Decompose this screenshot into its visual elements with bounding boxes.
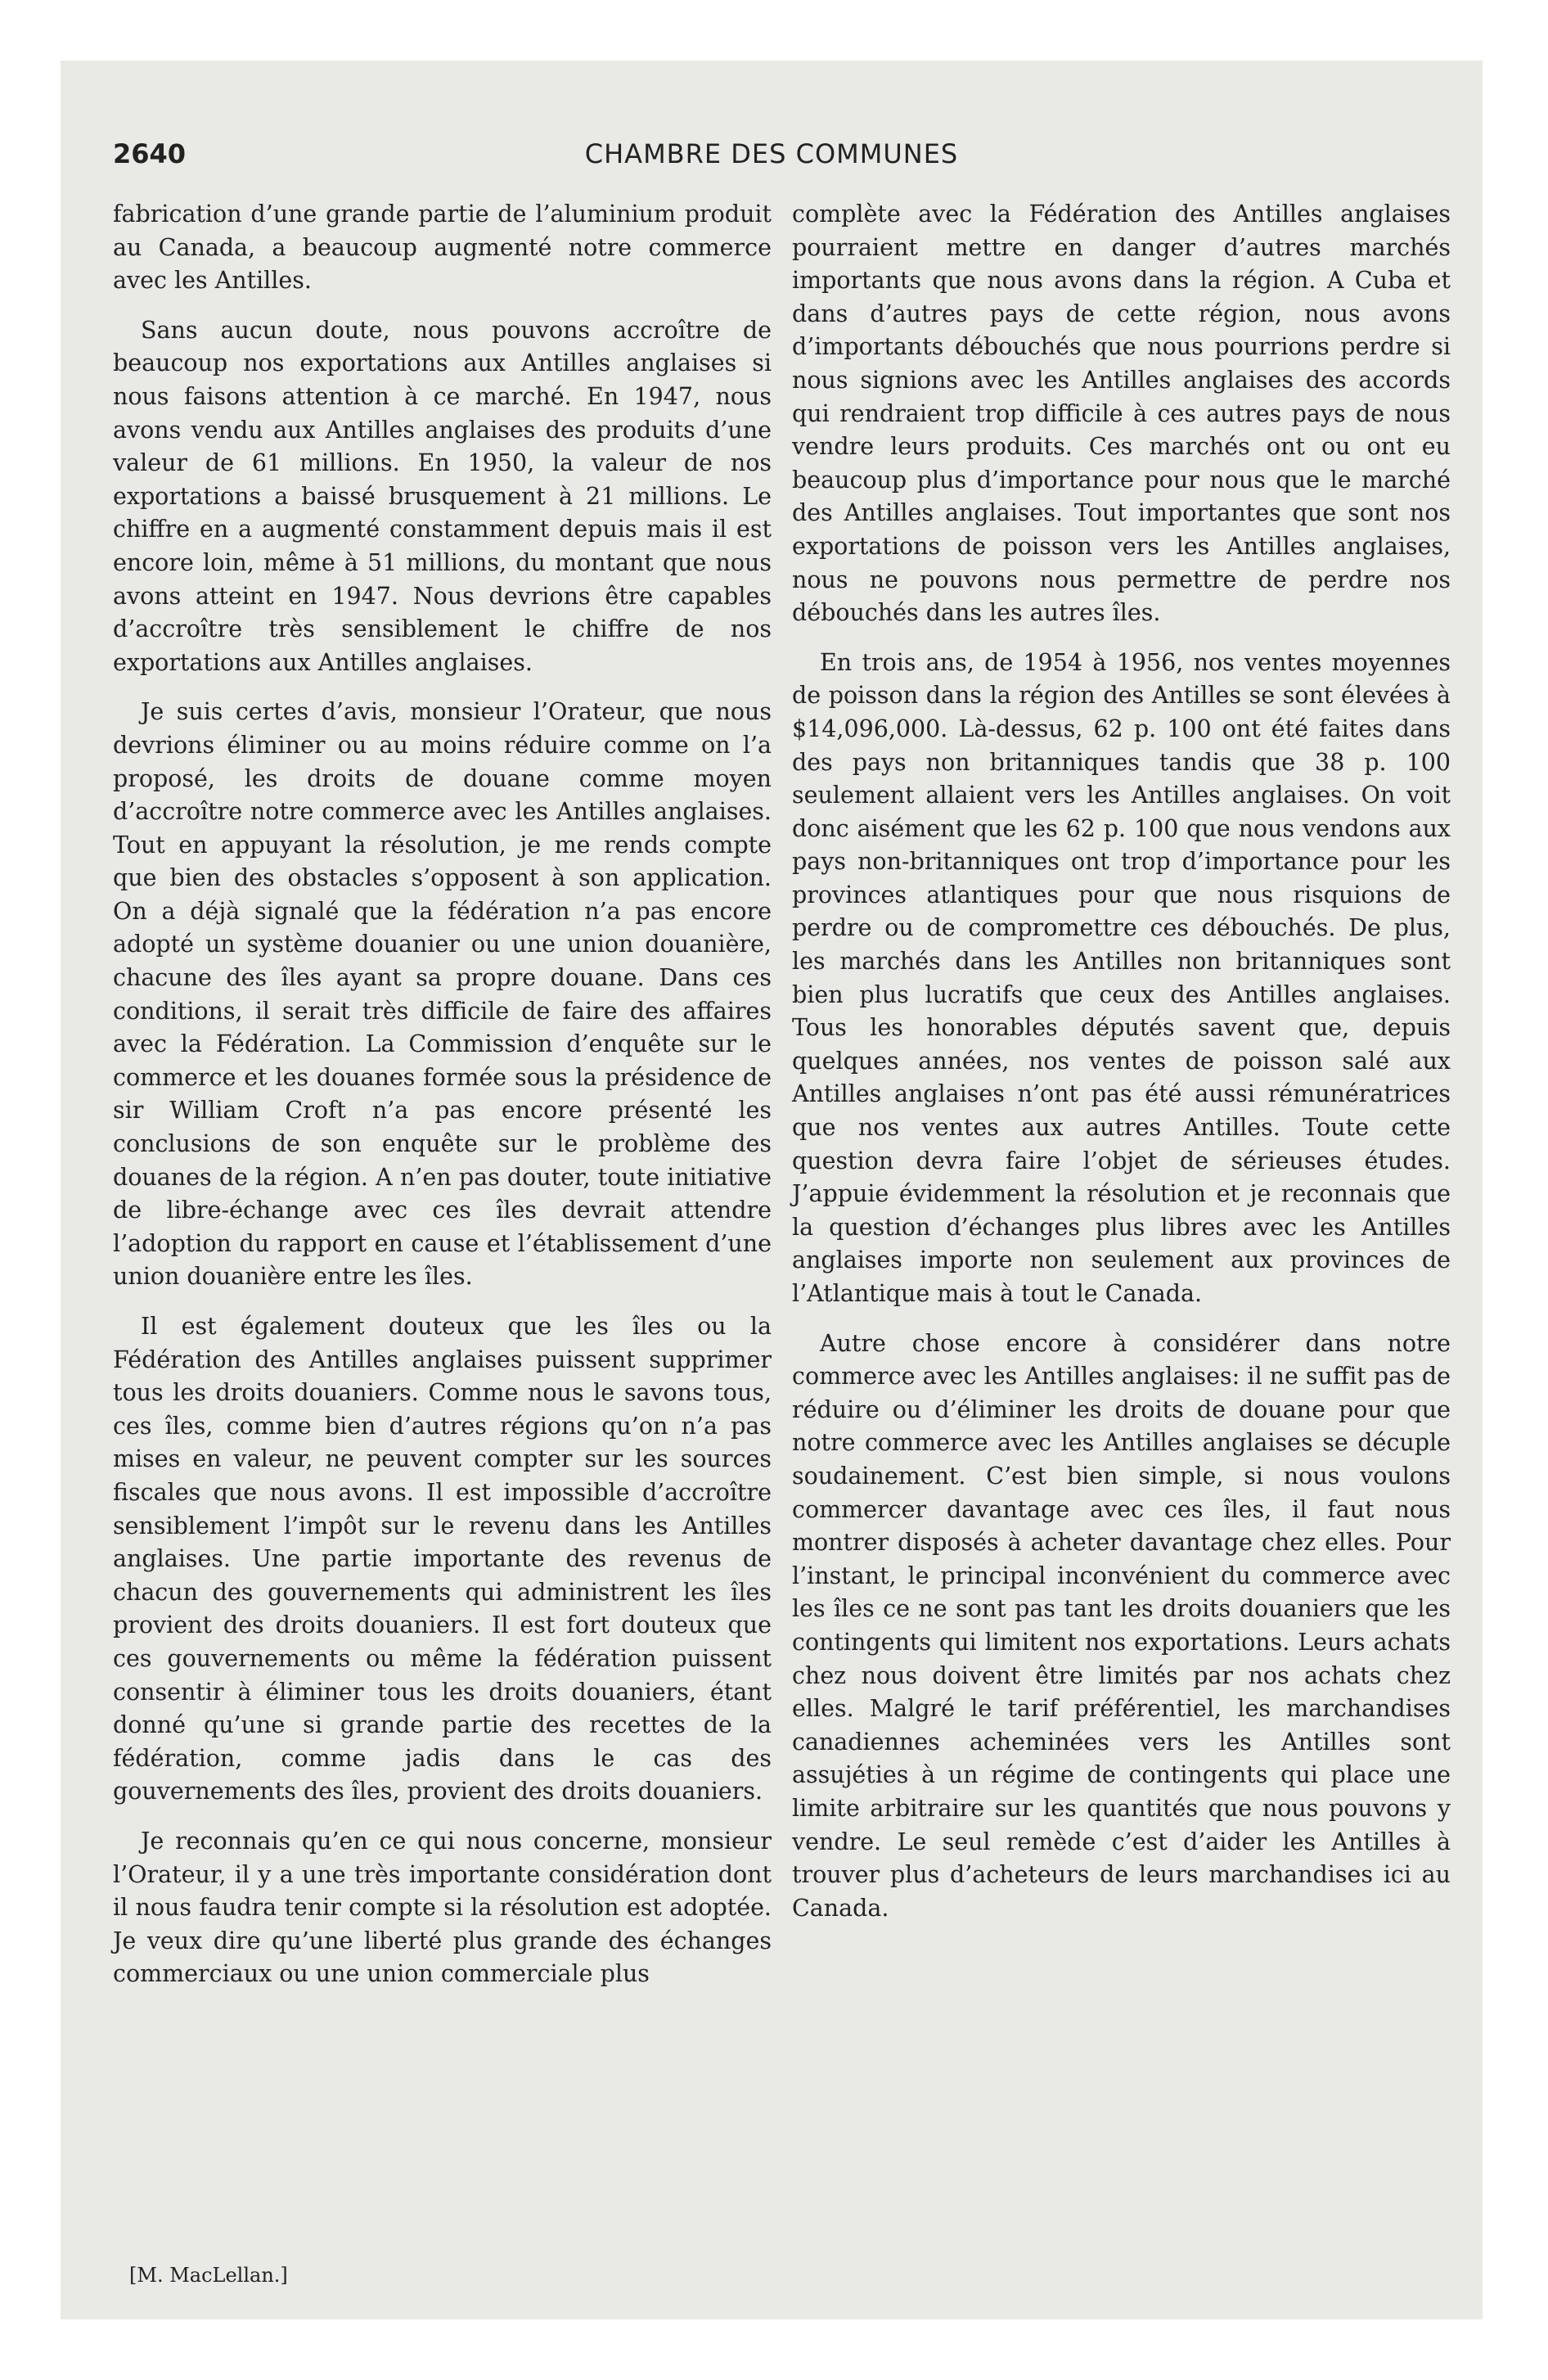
left-column (113, 198, 772, 2008)
paragraph: fabrication d’une grande partie de l’aluminium produit au Canada, a beaucoup augmenté notre commerce avec les Antilles. (113, 201, 772, 295)
paragraph: En trois ans, de 1954 à 1956, nos ventes moyennes de poisson dans la région des Antilles se sont élevées à $14,096,000. Là-dessus, 62 p. 100 ont été faites dans des pays non britanniques tandis que 38 p. 100 seulement allaient vers les Antilles anglaises. On voit donc aisément que les 62 p. 100 que nous vendons aux pays non-britanniques ont trop d’importance pour les provinces atlantiques pour que nous risquions de perdre ou de compromettre ces débouchés. De plus, les marchés dans les Antilles non britanniques sont bien plus lucratifs que ceux des Antilles anglaises. Tous les honorables députés savent que, depuis quelques années, nos ventes de poisson salé aux Antilles anglaises n’ont pas été aussi rémunératrices que nos ventes aux autres Antilles. Toute cette question devra faire l’objet de sérieuses études. J’appuie évidemment la résolution et je reconnais que la question d’échanges plus libres avec les Antilles anglaises importe non seulement aux provinces de l’Atlantique mais à tout le Canada. (792, 648, 1451, 1307)
right-column (792, 198, 1451, 1941)
paragraph: Il est également douteux que les îles ou la Fédération des Antilles anglaises puissent supprimer tous les droits douaniers. Comme nous le savons tous, ces îles, comme bien d’autres régions qu’on n’a pas mises en valeur, ne peuvent compter sur les sources fiscales que nous avons. Il est impossible d’accroître sensiblement l’impôt sur le revenu dans les Antilles anglaises. Une partie importante des revenus de chacun des gouvernements qui administrent les îles provient des droits douaniers. Il est fort douteux que ces gouvernements ou même la fédération puissent consentir à éliminer tous les droits douaniers, étant donné qu’une si grande partie des recettes de la fédération, comme jadis dans le cas des gouvernements des îles, provient des droits douaniers. (113, 1313, 772, 1805)
paragraph: Je reconnais qu’en ce qui nous concerne, monsieur l’Orateur, il y a une très importante considération dont il nous faudra tenir compte si la résolution est adoptée. Je veux dire qu’une liberté plus grande des échanges commerciaux ou une union commerciale plus (113, 1827, 772, 1988)
page-number: 2640 (113, 138, 187, 169)
page-title: CHAMBRE DES COMMUNES (584, 138, 959, 169)
paragraph: Autre chose encore à considérer dans notre commerce avec les Antilles anglaises: il ne suffit pas de réduire ou d’éliminer les droits de douane pour que notre commerce avec les Antilles anglaises se décuple soudainement. C’est bien simple, si nous voulons commercer davantage avec ces îles, il faut nous montrer disposés à acheter davantage chez elles. Pour l’instant, le principal inconvénient du commerce avec les îles ce ne sont pas tant les droits douaniers que les contingents qui limitent nos exportations. Leurs achats chez nous doivent être limités par nos achats chez elles. Malgré le tarif préférentiel, les marchandises canadiennes acheminées vers les Antilles sont assujéties à un régime de contingents qui place une limite arbitraire sur les quantités que nous pouvons y vendre. Le seul remède c’est d’aider les Antilles à trouver plus d’acheteurs de leurs marchandises ici au Canada. (792, 1329, 1451, 1922)
scanned-page (61, 61, 1483, 2319)
paragraph: complète avec la Fédération des Antilles anglaises pourraient mettre en danger d’autres marchés importants que nous avons dans la région. A Cuba et dans d’autres pays de cette région, nous avons d’importants débouchés que nous pourrions perdre si nous signions avec les Antilles anglaises des accords qui rendraient trop difficile à ces autres pays de nous vendre leurs produits. Ces marchés ont ou ont eu beaucoup plus d’importance pour nous que le marché des Antilles anglaises. Tout importantes que sont nos exportations de poisson vers les Antilles anglaises, nous ne pouvons nous permettre de perdre nos débouchés dans les autres îles. (792, 201, 1451, 627)
speaker-attribution: [M. MacLellan.] (129, 2264, 288, 2287)
paragraph: Sans aucun doute, nous pouvons accroître de beaucoup nos exportations aux Antilles anglaises si nous faisons attention à ce marché. En 1947, nous avons vendu aux Antilles anglaises des produits d’une valeur de 61 millions. En 1950, la valeur de nos exportations a baissé brusquement à 21 millions. Le chiffre en a augmenté constamment depuis mais il est encore loin, même à 51 millions, du montant que nous avons atteint en 1947. Nous devrions être capables d’accroître très sensiblement le chiffre de nos exportations aux Antilles anglaises. (113, 316, 772, 676)
paragraph: Je suis certes d’avis, monsieur l’Orateur, que nous devrions éliminer ou au moins réduire comme on l’a proposé, les droits de douane comme moyen d’accroître notre commerce avec les Antilles anglaises. Tout en appuyant la résolution, je me rends compte que bien des obstacles s’opposent à son application. On a déjà signalé que la fédération n’a pas encore adopté un système douanier ou une union douanière, chacune des îles ayant sa propre douane. Dans ces conditions, il serait très difficile de faire des affaires avec la Fédération. La Commission d’enquête sur le commerce et les douanes formée sous la présidence de sir William Croft n’a pas encore présenté les conclusions de son enquête sur le problème des douanes de la région. A n’en pas douter, toute initiative de libre-échange avec ces îles devrait attendre l’adoption du rapport en cause et l’établissement d’une union douanière entre les îles. (113, 698, 772, 1291)
